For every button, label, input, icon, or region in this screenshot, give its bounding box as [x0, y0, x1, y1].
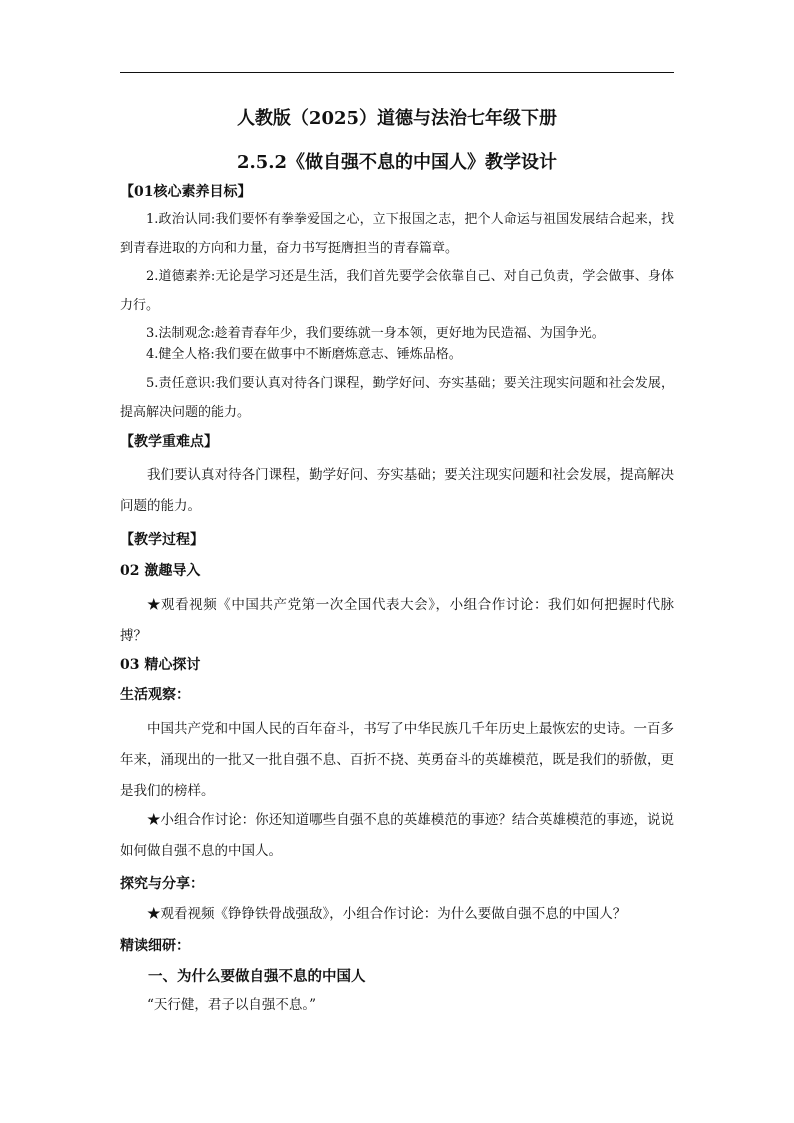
quote-text: “天行健，君子以自强不息。”: [147, 997, 317, 1013]
life-heading: 生活观察：: [120, 687, 190, 703]
document-title: 人教版（2025）道德与法治七年级下册: [236, 108, 558, 129]
life-text: 中国共产党和中国人民的百年奋斗，书写了中华民族几千年历史上最恢宏的史诗。一百多年来，涌现出的一批又一批自强不息、百折不挠、英勇奋斗的英雄模范，既是我们的骄傲，更是我们的榜样。: [120, 721, 674, 799]
process-heading: 【教学过程】: [120, 532, 204, 548]
share-heading: 探究与分享：: [120, 876, 204, 892]
intro-text: ★观看视频《中国共产党第一次全国代表大会》，小组合作讨论：我们如何把握时代脉搏？: [120, 597, 674, 644]
key-points-text: 我们要认真对待各门课程，勤学好问、夯实基础；要关注现实问题和社会发展，提高解决问题的能力。: [120, 467, 674, 514]
explore-heading: 03 精心探讨: [120, 657, 201, 673]
lesson-title: 2.5.2《做自强不息的中国人》教学设计: [236, 152, 558, 173]
core-goals-heading: 【01核心素养目标】: [120, 184, 252, 200]
read-heading: 精读细研：: [120, 938, 190, 954]
core-goal-item: 3.法制观念:趁着青春年少，我们要练就一身本领，更好地为民造福、为国争光。: [146, 326, 605, 341]
core-goal-item: 2.道德素养:无论是学习还是生活，我们首先要学会依靠自己、对自己负责，学会做事、身体力行。: [120, 269, 674, 313]
intro-heading: 02 激趣导入: [120, 563, 201, 579]
life-task: ★小组合作讨论：你还知道哪些自强不息的英雄模范的事迹？结合英雄模范的事迹，说说如何做自强不息的中国人。: [120, 812, 674, 859]
core-goal-item: 5.责任意识:我们要认真对待各门课程，勤学好问、夯实基础；要关注现实问题和社会发展，提高解决问题的能力。: [120, 376, 674, 420]
share-text: ★观看视频《铮铮铁骨战强敌》，小组合作讨论：为什么要做自强不息的中国人？: [147, 906, 627, 922]
header-rule: [120, 72, 674, 73]
core-goal-item: 1.政治认同:我们要怀有拳拳爱国之心，立下报国之志，把个人命运与祖国发展结合起来，找到青春进取的方向和力量，奋力书写挺膺担当的青春篇章。: [120, 212, 674, 256]
key-points-heading: 【教学重难点】: [120, 434, 218, 450]
point-one-heading: 一、为什么要做自强不息的中国人: [148, 968, 366, 985]
core-goal-item: 4.健全人格:我们要在做事中不断磨炼意志、锤炼品格。: [146, 347, 462, 362]
